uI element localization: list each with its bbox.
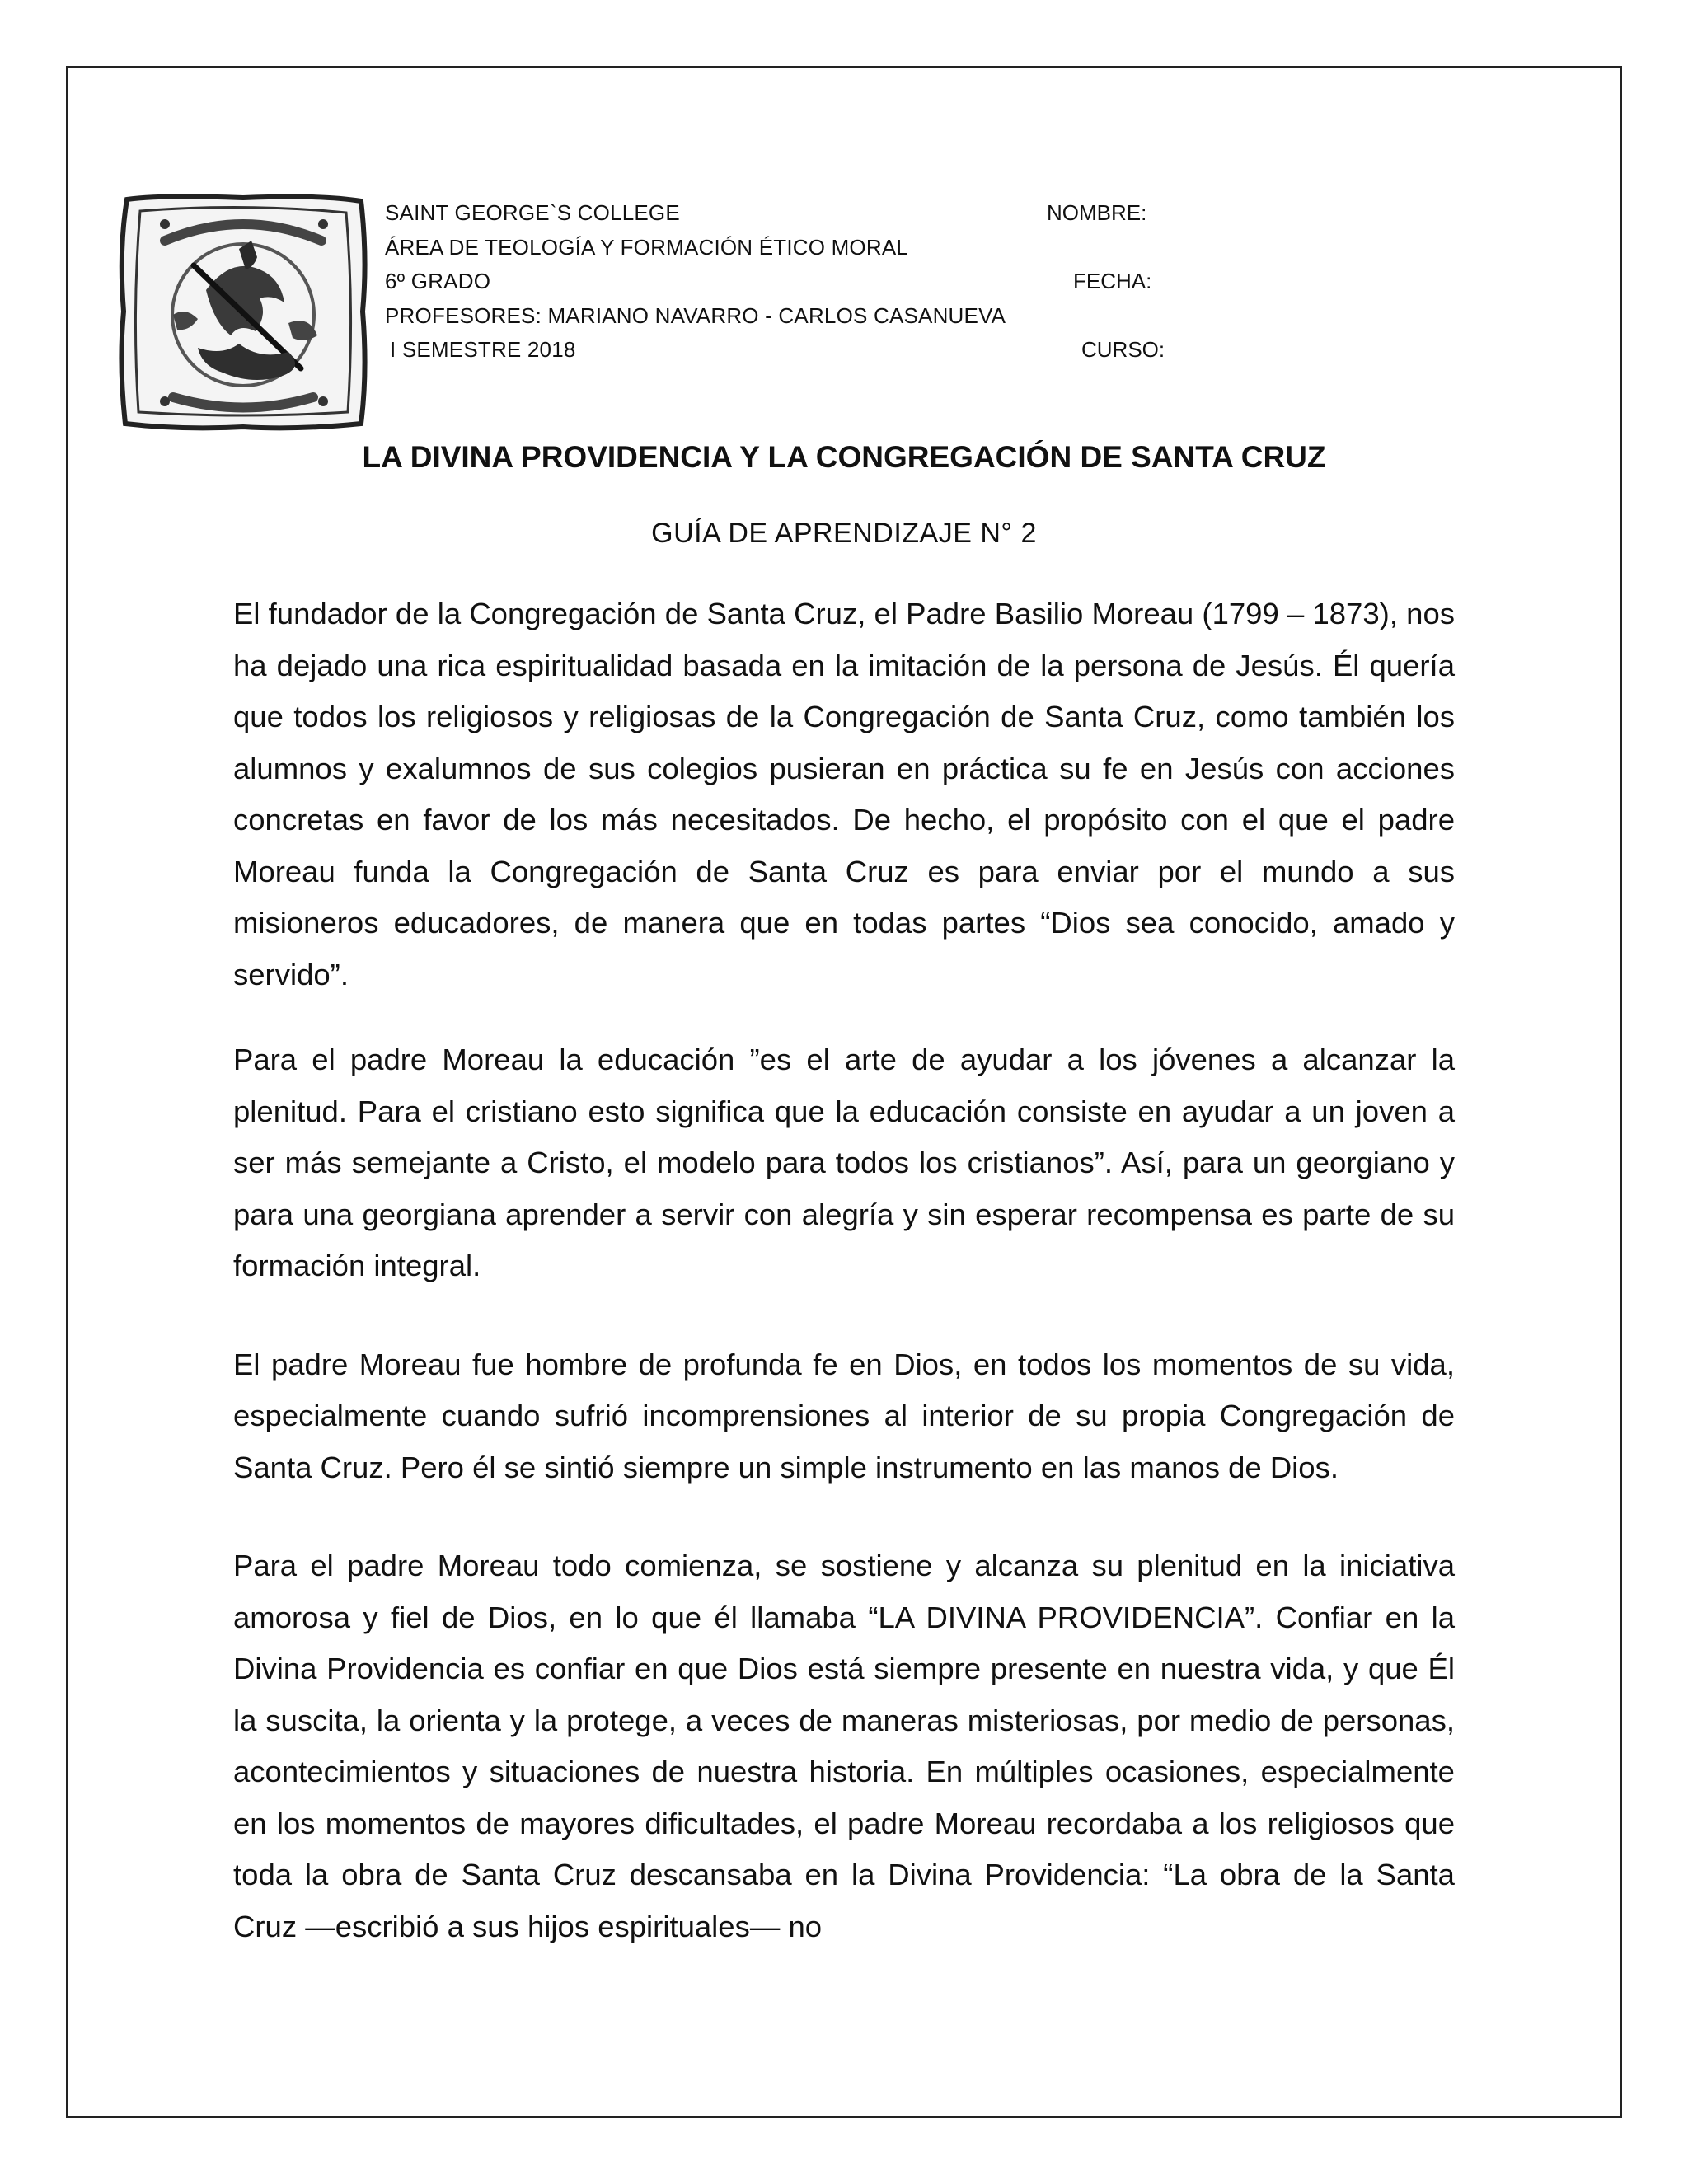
paragraph: Para el padre Moreau todo comienza, se sostiene y alcanza su plenitud en la iniciativa amorosa y fiel de Dios, en lo que él llamaba “LA DIVINA PROVIDENCIA”. Confiar en la Divina Providencia es confiar en que Dios está siempre presente en nuestra vida, y que Él la suscita, la orienta y la protege, a veces de maneras misteriosas, por medio de personas, acontecimientos y situaciones de nuestra historia. En múltiples ocasiones, especialmente en los momentos de mayores dificultades, el padre Moreau recordaba a los religiosos que toda la obra de Santa Cruz descansaba en la Divina Providencia: “La obra de la Santa Cruz —escribió a sus hijos espirituales— no — [233, 1549, 1455, 1943]
area-name: ÁREA DE TEOLOGÍA Y FORMACIÓN ÉTICO MORAL — [385, 234, 909, 260]
date-label: FECHA: — [1073, 269, 1152, 293]
school-crest-logo — [115, 191, 371, 432]
body-text — [233, 588, 1455, 1986]
header-info — [385, 196, 1061, 368]
course-label: CURSO: — [1081, 337, 1165, 362]
name-label: NOMBRE: — [1047, 200, 1147, 225]
paragraph: Para el padre Moreau la educación ”es el arte de ayudar a los jóvenes a alcanzar la plenitud. Para el cristiano esto significa que la educación consiste en ayudar a un joven a ser más semejante a Cristo, el modelo para todos los cristianos”. Así, para un georgiano y para una georgiana aprender a servir con alegría y sin esperar recompensa es parte de su formación integral. — [233, 1043, 1455, 1282]
teachers: PROFESORES: MARIANO NAVARRO - CARLOS CASANUEVA — [385, 302, 1006, 328]
paragraph: El fundador de la Congregación de Santa Cruz, el Padre Basilio Moreau (1799 – 1873), nos ha dejado una rica espiritualidad basada en la imitación de la persona de Jesús. Él quería que todos los religiosos y religiosas de la Congregación de Santa Cruz, como también los alumnos y exalumnos de sus colegios pusieran en práctica su fe en Jesús con acciones concretas en favor de los más necesitados. De hecho, el propósito con el que el padre Moreau funda la Congregación de Santa Cruz es para enviar por el mundo a sus misioneros educadores, de manera que en todas partes “Dios sea conocido, amado y servido”. — [233, 597, 1455, 991]
grade: 6º GRADO — [385, 269, 491, 293]
semester: I SEMESTRE 2018 — [390, 337, 576, 362]
school-name: SAINT GEORGE`S COLLEGE — [385, 200, 680, 225]
saint-george-dragon-icon — [115, 191, 371, 432]
paragraph: El padre Moreau fue hombre de profunda fe en Dios, en todos los momentos de su vida, especialmente cuando sufrió incomprensiones al interior de su propia Congregación de Santa Cruz. Pero él se sintió siempre un simple instrumento en las manos de Dios. — [233, 1347, 1455, 1484]
document-subtitle: GUÍA DE APRENDIZAJE N° 2 — [651, 518, 1037, 549]
document-title: LA DIVINA PROVIDENCIA Y LA CONGREGACIÓN DE SANTA CRUZ — [362, 440, 1326, 474]
